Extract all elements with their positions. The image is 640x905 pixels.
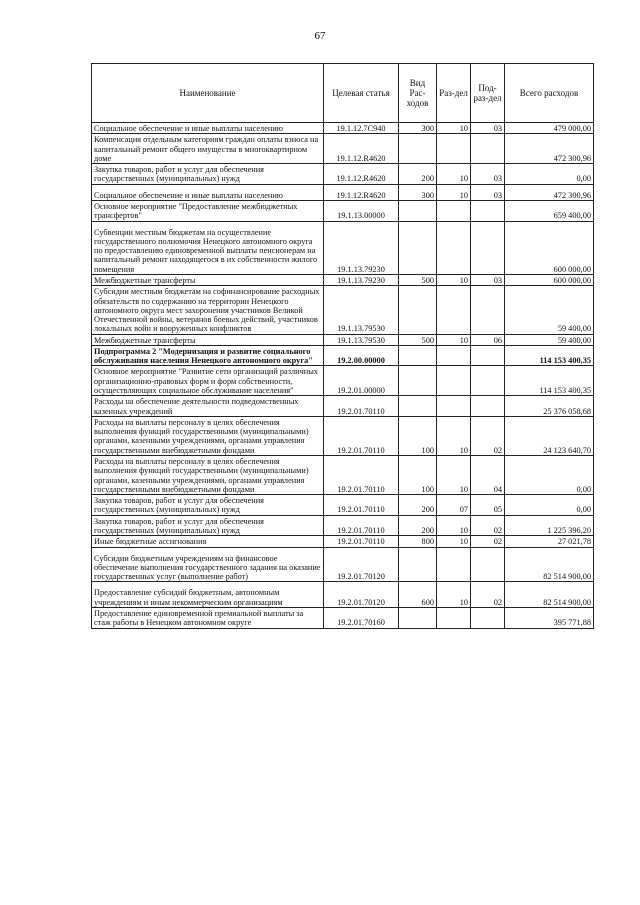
row-name: Предоставление субсидий бюджетным, автономным учреждениям и иным некоммерческим организациям (92, 582, 324, 608)
row-subsection: 03 (471, 274, 505, 285)
row-expense-type: 200 (399, 515, 437, 536)
row-target: 19.1.13.79230 (324, 274, 399, 285)
table-row (92, 345, 594, 366)
row-subsection (471, 396, 505, 417)
row-section: 10 (437, 456, 471, 495)
row-subsection: 02 (471, 416, 505, 455)
row-target: 19.2.01.70120 (324, 582, 399, 608)
table-row (92, 334, 594, 345)
row-name: Закупка товаров, работ и услуг для обеспечения государственных (муниципальных) нужд (92, 495, 324, 516)
row-subsection (471, 200, 505, 221)
table-row (92, 274, 594, 285)
table-header-row (92, 64, 594, 123)
page-number: 67 (314, 30, 326, 42)
table-row (92, 366, 594, 396)
table-row (92, 515, 594, 536)
row-subsection: 06 (471, 334, 505, 345)
row-expense-type (399, 345, 437, 366)
table-row (92, 123, 594, 134)
row-amount: 82 514 900,00 (505, 582, 594, 608)
row-amount: 0,00 (505, 495, 594, 516)
row-name: Иные бюджетные ассигнования (92, 536, 324, 547)
table-row (92, 495, 594, 516)
row-amount: 82 514 900,00 (505, 547, 594, 582)
row-name: Межбюджетные трансферты (92, 274, 324, 285)
row-target: 19.2.01.70160 (324, 607, 399, 628)
row-expense-type (399, 396, 437, 417)
table-row (92, 200, 594, 221)
row-name: Субсидии местным бюджетам на софинансирование расходных обязательств по содержанию на территории Ненецкого автономного округа мест захоронения участников Великой Отечественной войны, ветеранов боевых действий, участников локальных войн и вооруженных конфликтов (92, 286, 324, 334)
row-target: 19.1.13.79230 (324, 221, 399, 274)
row-amount: 24 123 640,70 (505, 416, 594, 455)
row-target: 19.2.01.70110 (324, 456, 399, 495)
row-section: 10 (437, 536, 471, 547)
row-target: 19.1.13.79530 (324, 334, 399, 345)
row-target: 19.1.12.7С940 (324, 123, 399, 134)
row-expense-type: 300 (399, 184, 437, 200)
row-name: Расходы на выплаты персоналу в целях обеспечения выполнения функций государственными (муниципальными) органами, казенными учреждениями, органами управления государственными внебюджетными фондами (92, 416, 324, 455)
row-amount: 472 300,96 (505, 134, 594, 164)
row-subsection (471, 221, 505, 274)
row-expense-type (399, 547, 437, 582)
header-total: Всего расходов (505, 64, 594, 123)
row-subsection (471, 607, 505, 628)
row-amount: 27 021,78 (505, 536, 594, 547)
row-amount: 114 153 400,35 (505, 366, 594, 396)
row-subsection: 03 (471, 123, 505, 134)
row-amount: 0,00 (505, 456, 594, 495)
row-expense-type: 300 (399, 123, 437, 134)
row-name: Предоставление единовременной премиальной выплаты за стаж работы в Ненецком автономном округе (92, 607, 324, 628)
row-target: 19.2.01.70110 (324, 396, 399, 417)
row-amount: 0,00 (505, 164, 594, 185)
row-target: 19.2.01.70110 (324, 495, 399, 516)
row-expense-type (399, 286, 437, 334)
table-row (92, 221, 594, 274)
row-subsection: 02 (471, 515, 505, 536)
row-section (437, 547, 471, 582)
row-amount: 659 400,00 (505, 200, 594, 221)
header-section: Раз-дел (437, 64, 471, 123)
row-subsection (471, 366, 505, 396)
row-expense-type: 100 (399, 456, 437, 495)
row-amount: 600 000,00 (505, 274, 594, 285)
row-target: 19.2.01.70110 (324, 416, 399, 455)
row-subsection: 02 (471, 582, 505, 608)
row-name: Подпрограмма 2 "Модернизация и развитие социального обслуживания населения Ненецкого автономного округа" (92, 345, 324, 366)
row-subsection (471, 345, 505, 366)
row-target: 19.1.12.R4620 (324, 164, 399, 185)
row-amount: 1 225 396,20 (505, 515, 594, 536)
row-section: 10 (437, 416, 471, 455)
row-target: 19.1.13.79530 (324, 286, 399, 334)
row-expense-type: 500 (399, 274, 437, 285)
row-section: 10 (437, 274, 471, 285)
table-row (92, 164, 594, 185)
table-row (92, 607, 594, 628)
table-row (92, 536, 594, 547)
row-subsection (471, 134, 505, 164)
row-section (437, 396, 471, 417)
row-name: Межбюджетные трансферты (92, 334, 324, 345)
row-section: 10 (437, 515, 471, 536)
row-section (437, 366, 471, 396)
row-expense-type: 500 (399, 334, 437, 345)
row-target: 19.2.00.00000 (324, 345, 399, 366)
row-name: Закупка товаров, работ и услуг для обеспечения государственных (муниципальных) нужд (92, 515, 324, 536)
table-row (92, 547, 594, 582)
row-amount: 472 300,96 (505, 184, 594, 200)
row-name: Субсидии бюджетным учреждениям на финансовое обеспечение выполнения государственного задания на оказание государственных услуг (выполнение работ) (92, 547, 324, 582)
row-target: 19.1.12.R4620 (324, 184, 399, 200)
row-amount: 600 000,00 (505, 221, 594, 274)
row-subsection: 02 (471, 536, 505, 547)
row-subsection: 03 (471, 184, 505, 200)
row-section: 10 (437, 582, 471, 608)
row-name: Расходы на обеспечение деятельности подведомственных казенных учреждений (92, 396, 324, 417)
row-section: 10 (437, 334, 471, 345)
row-section: 10 (437, 123, 471, 134)
row-section: 10 (437, 184, 471, 200)
row-name: Основное мероприятие "Развитие сети организаций различных организационно-правовых форм и форм собственности, осуществляющих социальное обслуживание населения" (92, 366, 324, 396)
row-section: 10 (437, 164, 471, 185)
row-section: 07 (437, 495, 471, 516)
row-amount: 59 400,00 (505, 286, 594, 334)
row-expense-type: 800 (399, 536, 437, 547)
row-subsection: 03 (471, 164, 505, 185)
row-subsection: 05 (471, 495, 505, 516)
row-expense-type: 600 (399, 582, 437, 608)
row-subsection (471, 286, 505, 334)
row-expense-type (399, 134, 437, 164)
header-name: Наименование (92, 64, 324, 123)
row-subsection (471, 547, 505, 582)
header-expense-type: Вид Рас-ходов (399, 64, 437, 123)
table-row (92, 582, 594, 608)
row-section (437, 607, 471, 628)
row-expense-type (399, 607, 437, 628)
row-amount: 479 000,00 (505, 123, 594, 134)
row-expense-type: 100 (399, 416, 437, 455)
header-subsection: Под-раз-дел (471, 64, 505, 123)
row-name: Социальное обеспечение и иные выплаты населению (92, 123, 324, 134)
row-target: 19.2.01.70110 (324, 515, 399, 536)
row-section (437, 345, 471, 366)
row-target: 19.2.01.00000 (324, 366, 399, 396)
row-target: 19.2.01.70110 (324, 536, 399, 547)
row-target: 19.1.13.00000 (324, 200, 399, 221)
row-name: Компенсация отдельным категориям граждан оплаты взноса на капитальный ремонт общего имущества в многоквартирном доме (92, 134, 324, 164)
row-section (437, 286, 471, 334)
table-row (92, 456, 594, 495)
row-section (437, 200, 471, 221)
row-name: Основное мероприятие "Предоставление межбюджетных трансфертов" (92, 200, 324, 221)
row-amount: 59 400,00 (505, 334, 594, 345)
row-amount: 25 376 058,68 (505, 396, 594, 417)
row-target: 19.2.01.70120 (324, 547, 399, 582)
budget-table (91, 63, 594, 629)
row-expense-type: 200 (399, 495, 437, 516)
row-target: 19.1.12.R4620 (324, 134, 399, 164)
table-row (92, 286, 594, 334)
row-name: Расходы на выплаты персоналу в целях обеспечения выполнения функций государственными (муниципальными) органами, казенными учреждениями, органами управления государственными внебюджетными фондами (92, 456, 324, 495)
row-expense-type (399, 366, 437, 396)
table-row (92, 416, 594, 455)
row-expense-type: 200 (399, 164, 437, 185)
row-name: Социальное обеспечение и иные выплаты населению (92, 184, 324, 200)
header-target: Целевая статья (324, 64, 399, 123)
row-subsection: 04 (471, 456, 505, 495)
row-section (437, 134, 471, 164)
row-expense-type (399, 200, 437, 221)
table-row (92, 134, 594, 164)
row-expense-type (399, 221, 437, 274)
table-row (92, 396, 594, 417)
table-row (92, 184, 594, 200)
row-amount: 395 771,88 (505, 607, 594, 628)
row-amount: 114 153 400,35 (505, 345, 594, 366)
row-section (437, 221, 471, 274)
row-name: Субвенции местным бюджетам на осуществление государственного полномочия Ненецкого автономного округа по предоставлению единовременной выплаты пенсионерам на капитальный ремонт находящегося в их собственности жилого помещения (92, 221, 324, 274)
row-name: Закупка товаров, работ и услуг для обеспечения государственных (муниципальных) нужд (92, 164, 324, 185)
